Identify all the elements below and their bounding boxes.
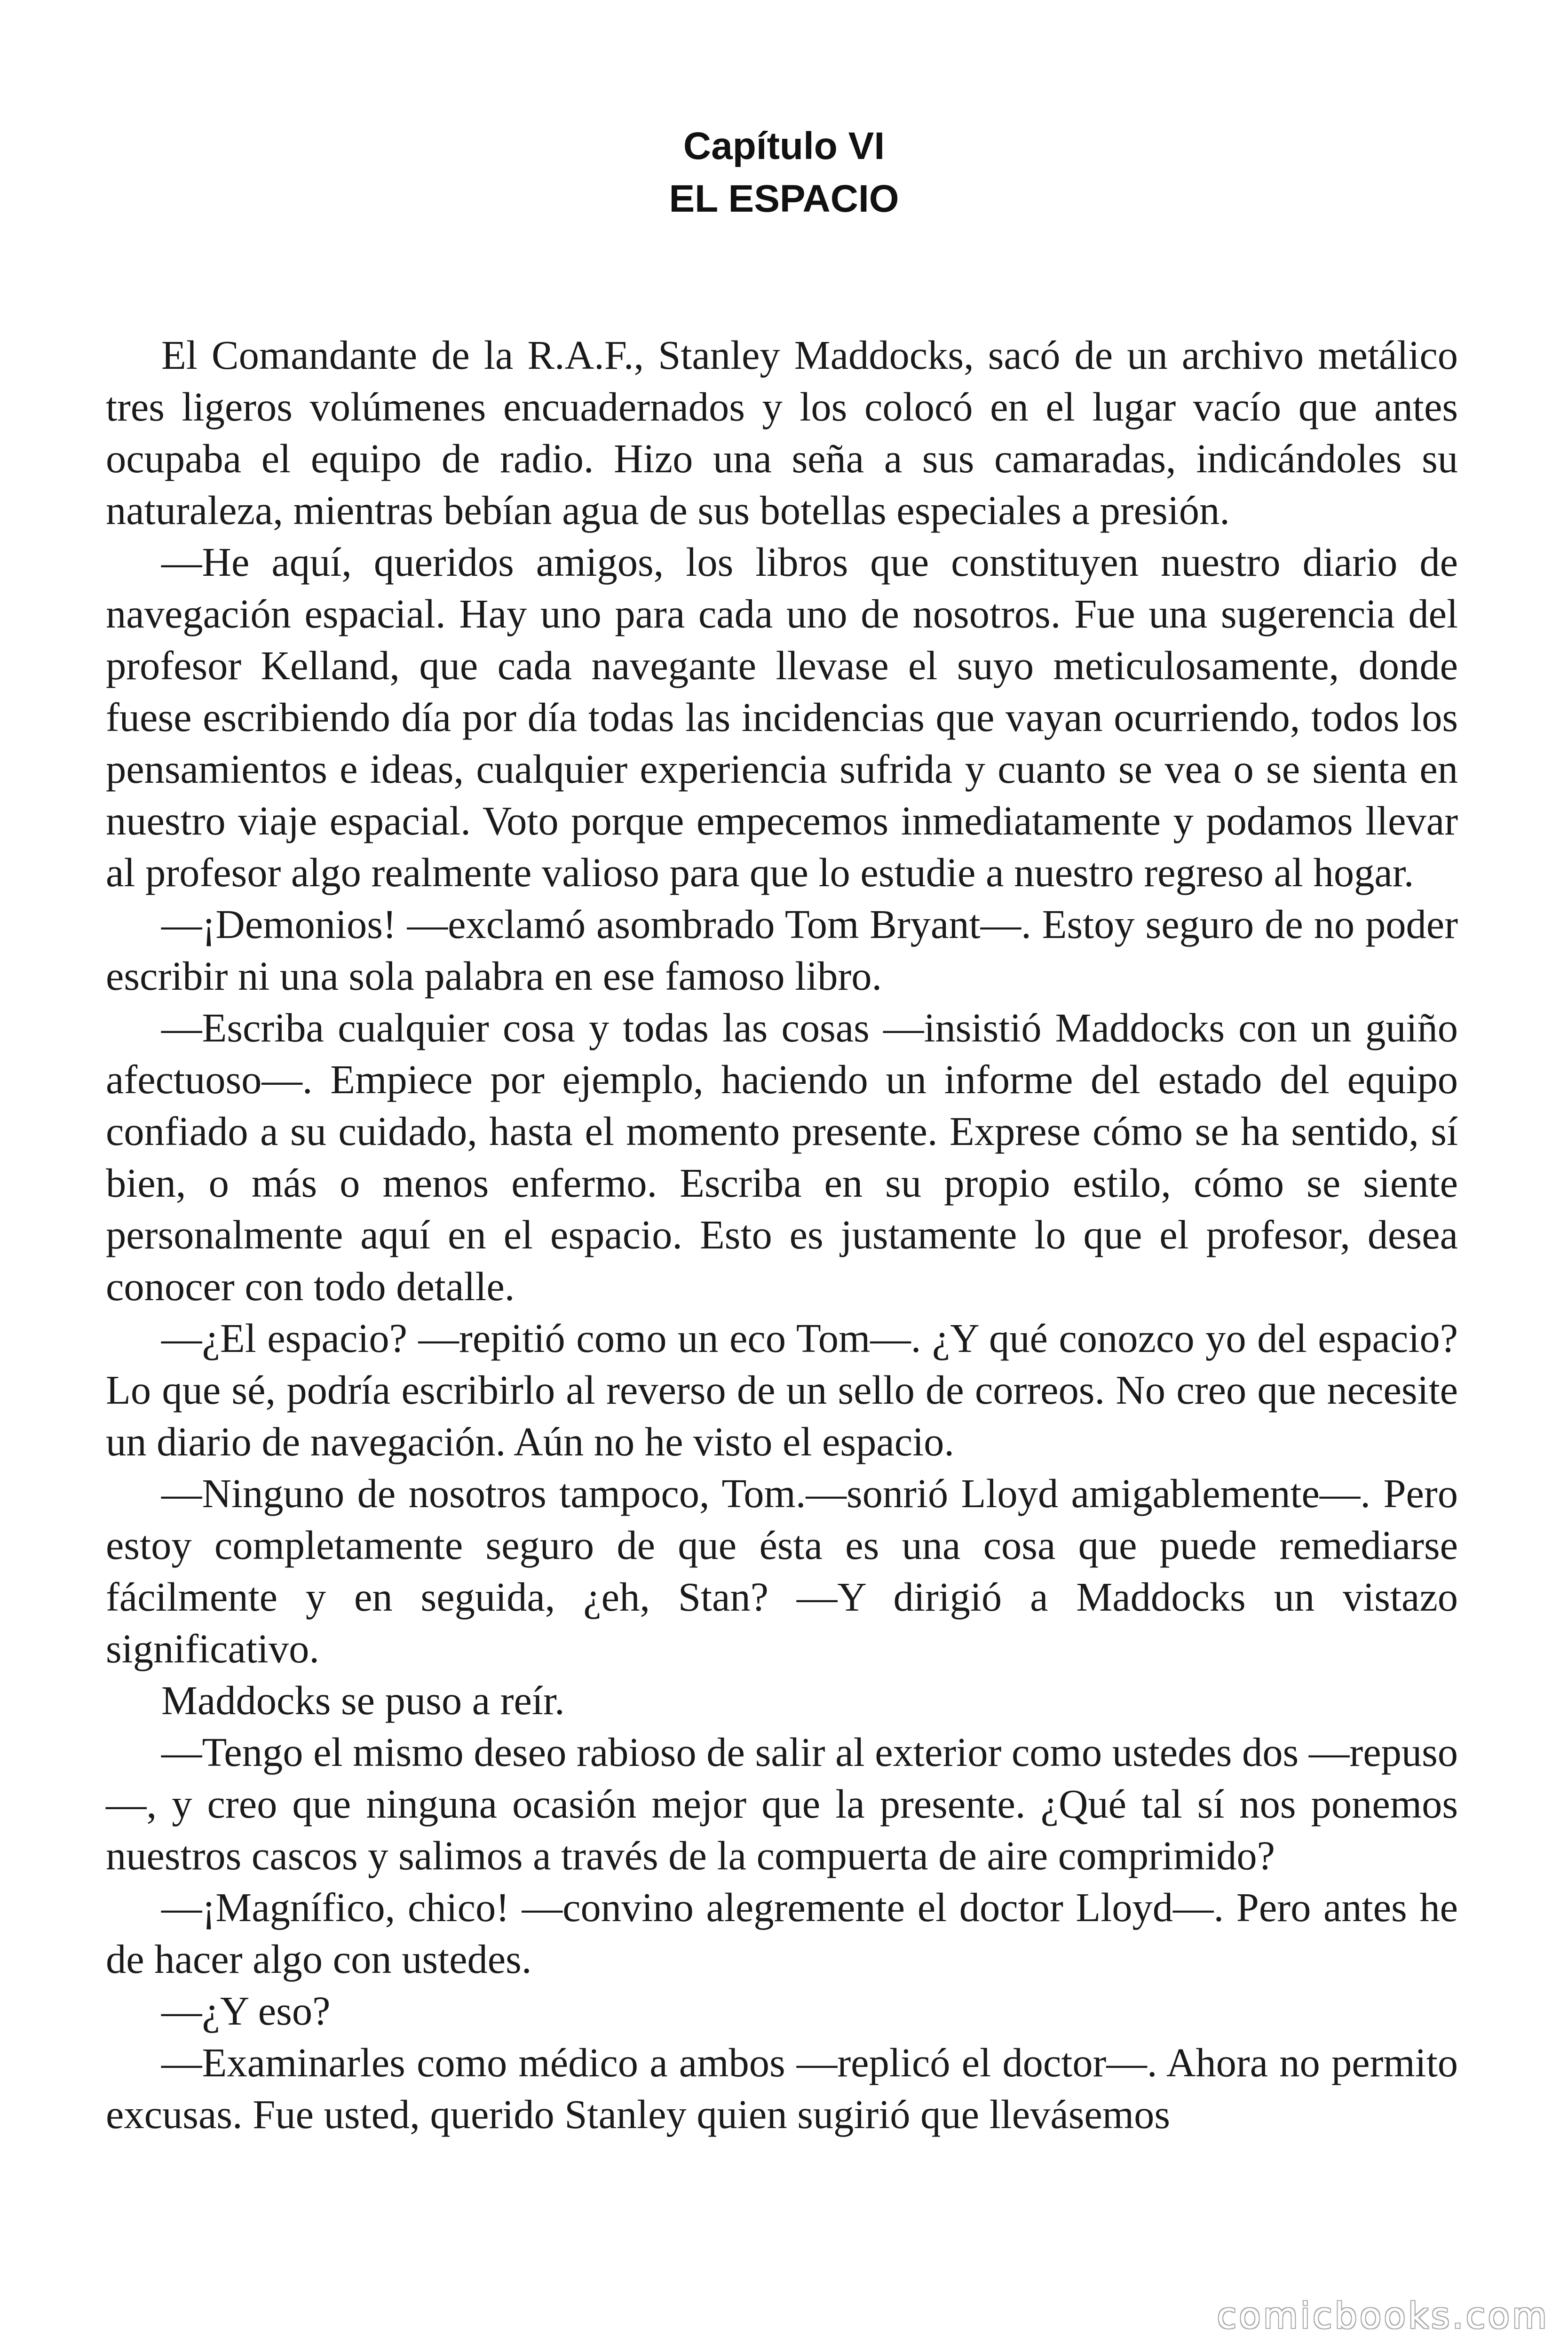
- paragraph: —Escriba cualquier cosa y todas las cosas —insistió Maddocks con un guiño afectuoso—. Empiece por ejemplo, haciendo un informe del estado del equipo confiado a su cuidado, hasta el momento presente. Exprese cómo se ha sentido, sí bien, o más o menos enfermo. Escriba en su propio estilo, cómo se siente personalmente aquí en el espacio. Esto es justamente lo que el profesor, desea conocer con todo detalle.: [106, 1005, 1458, 1309]
- paragraph: —Examinarles como médico a ambos —replicó el doctor—. Ahora no permito excusas. Fue usted, querido Stanley quien sugirió que llevásemos: [106, 2040, 1458, 2137]
- paragraph: —¡Magnífico, chico! —convino alegremente el doctor Lloyd—. Pero antes he de hacer algo con ustedes.: [106, 1885, 1458, 1982]
- paragraph: —He aquí, queridos amigos, los libros que constituyen nuestro diario de navegación espacial. Hay uno para cada uno de nosotros. Fue una sugerencia del profesor Kelland, que cada navegante llevase el suyo meticulosamente, donde fuese escribiendo día por día todas las incidencias que vayan ocurriendo, todos los pensamientos e ideas, cualquier experiencia sufrida y cuanto se vea o se sienta en nuestro viaje espacial. Voto porque empecemos inmediatamente y podamos llevar al profesor algo realmente valioso para que lo estudie a nuestro regreso al hogar.: [106, 540, 1458, 895]
- paragraph: El Comandante de la R.A.F., Stanley Maddocks, sacó de un archivo metálico tres ligeros volúmenes encuadernados y los colocó en el lugar vacío que antes ocupaba el equipo de radio. Hizo una seña a sus camaradas, indicándoles su naturaleza, mientras bebían agua de sus botellas especiales a presión.: [106, 333, 1458, 533]
- watermark: comicbooks.com: [1217, 2295, 1549, 2336]
- chapter-title: EL ESPACIO: [669, 177, 899, 220]
- paragraph: —Ninguno de nosotros tampoco, Tom.—sonrió Lloyd amigablemente—. Pero estoy completamente seguro de que ésta es una cosa que puede remediarse fácilmente y en seguida, ¿eh, Stan? —Y dirigió a Maddocks un vistazo significativo.: [106, 1471, 1458, 1671]
- paragraph: —¿Y eso?: [161, 1988, 331, 2034]
- chapter-number: Capítulo VI: [683, 125, 885, 167]
- chapter-body: [106, 329, 1458, 2140]
- paragraph: Maddocks se puso a reír.: [161, 1678, 565, 1723]
- chapter-heading: [0, 120, 1568, 225]
- paragraph: —Tengo el mismo deseo rabioso de salir al exterior como ustedes dos —repuso—, y creo que ninguna ocasión mejor que la presente. ¿Qué tal sí nos ponemos nuestros cascos y salimos a través de la compuerta de aire comprimido?: [106, 1730, 1458, 1878]
- paragraph: —¿El espacio? —repitió como un eco Tom—. ¿Y qué conozco yo del espacio? Lo que sé, podría escribirlo al reverso de un sello de correos. No creo que necesite un diario de navegación. Aún no he visto el espacio.: [106, 1316, 1458, 1464]
- paragraph: —¡Demonios! —exclamó asombrado Tom Bryant—. Estoy seguro de no poder escribir ni una sola palabra en ese famoso libro.: [106, 902, 1458, 999]
